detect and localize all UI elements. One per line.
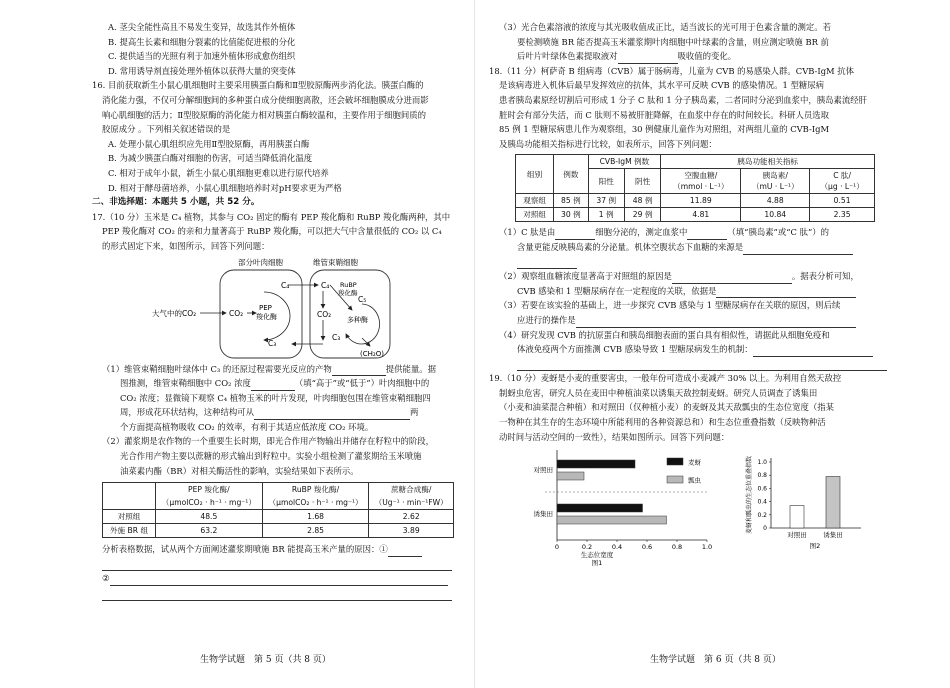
table-header: 胰岛功能相关指标 [661, 155, 875, 169]
q19-stem-line: 一物种在其生存的生态环境中所能利用的各种资源总和）和生态位重叠指数（反映物种活 [499, 417, 826, 428]
q18-4-line: （4）研究发现 CVB 的抗原蛋白和胰岛细胞表面的蛋白具有相似性，请据此从细胞免疫和 [499, 329, 830, 340]
table-cell: 观察组 [516, 194, 554, 208]
chart2-y-label: 麦蚜和瓢虫的生态位重叠指数 [746, 456, 753, 535]
q17-stem-line: PEP 羧化酶对 CO₂ 的亲和力量著高于 RuBP 羧化酶，可以把大气中含量很低的 CO₂ 以 C₄ [102, 226, 442, 237]
table-header: 组别 [516, 155, 554, 194]
table-cell: 0.51 [810, 194, 875, 208]
q17-analysis-line [92, 542, 467, 557]
page-footer: 生物学试题 第 5 页（共 8 页） [200, 655, 331, 665]
chart1-legend-swatch [667, 476, 683, 483]
chart2-bar [826, 477, 840, 528]
q15-option-b: B. 提高生长素和细胞分裂素的比值能促进根的分化 [108, 36, 296, 47]
product-ch2o: (CH₂O) [360, 349, 384, 358]
answer-blank[interactable] [332, 365, 386, 376]
table-unit: （μmolCO₂ · h⁻¹ · mg⁻¹） [262, 496, 369, 510]
q18-3-line [489, 313, 899, 328]
rubp-enzyme-label-2: 羧化酶 [338, 288, 358, 297]
table-cell: 2.35 [810, 208, 875, 222]
answer-blank[interactable] [254, 409, 410, 420]
answer-line [92, 571, 467, 586]
table-header: 阴性 [624, 169, 660, 194]
text: 含量更能反映胰岛素的分泌量。机体空腹状态下血糖的来源是 [517, 241, 744, 252]
table-cell: 29 例 [624, 208, 660, 222]
text: 吸收值的变化。 [677, 51, 737, 62]
q18-stem-line: 患者胰岛素原经切割后可形成 1 分子 C 肽和 1 分子胰岛素，二者同时分泌到血浆中，胰岛素流经肝 [499, 94, 868, 105]
arrow-product [362, 338, 370, 346]
table-header-row [103, 483, 454, 497]
q17-1-text-d: （填“高于”或“低于”）叶肉细胞中的 [294, 378, 430, 389]
q18-stem-line: 及胰岛功能相关指标进行比较，如表所示，回答下列问题： [499, 138, 717, 149]
chart1-x-tick-label: 0.8 [671, 543, 683, 552]
table-cell: 4.81 [661, 208, 741, 222]
q18-1-line [489, 240, 899, 255]
q17-1-text-b: 提供能量。据 [385, 363, 437, 374]
table-cell: 48.5 [156, 510, 263, 524]
table-cell: 11.89 [661, 194, 741, 208]
q17-1-text-c: 图推测，维管束鞘细胞中 CO₂ 浓度 [120, 378, 251, 389]
chart1-x-label: 生态位宽度 [580, 551, 614, 560]
q17-1-line [92, 405, 467, 420]
c5-label: C₅ [358, 294, 367, 304]
q18-stem-line: 是该病毒进入机体后最早发挥效应的抗体，其水平可反映 CVB 的感染情况。1 型糖尿病 [499, 80, 825, 91]
text: 体液免疫两个方面推测 CVB 感染导致 1 型糖尿病发生的机制： [517, 344, 753, 355]
text: 后叶片叶绿体色素提取液对 [517, 51, 618, 62]
enzyme-activity-table [102, 482, 454, 538]
chart1-category-label: 对照田 [533, 466, 553, 475]
multi-enzyme: 多种酶 [347, 315, 368, 324]
table-unit: （μmolCO₂ · h⁻¹ · mg⁻¹） [156, 496, 263, 510]
answer-blank[interactable] [753, 346, 873, 357]
chart1-category-label: 诱集田 [533, 510, 553, 519]
table-cell: 外施 BR 组 [103, 524, 156, 538]
q15-option-c: C. 提供适当的光照有利于加速外植体形成愈伤组织 [108, 51, 296, 62]
q18-4-line [489, 342, 899, 357]
q17-mark-2: ② [102, 573, 110, 584]
chart2-y-tick-label: 0.6 [757, 485, 767, 493]
table-cell: 2.85 [262, 524, 369, 538]
answer-line [489, 357, 899, 372]
glucose-label: 空腹血糖/ [684, 171, 718, 181]
answer-line [92, 586, 467, 601]
c4-top: C₄ [281, 280, 290, 290]
answer-blank[interactable] [743, 244, 853, 255]
text: 细胞分泌的，测定血浆中 [595, 227, 688, 238]
answer-blank[interactable] [517, 258, 577, 269]
answer-blank[interactable] [102, 590, 452, 601]
q17-1-text-a: （1）维管束鞘细胞叶绿体中 C₃ 的还原过程需要光反应的产物 [102, 363, 332, 374]
pep-enzyme-label-2: 羧化酶 [256, 312, 277, 321]
chart2-title: 图2 [809, 542, 821, 551]
q17-1-line [92, 362, 467, 377]
q19-stem-line: 动时间与活动空间的一致性），结果如图所示。回答下列问题： [499, 431, 730, 442]
q17-2-line: （2）灌浆期是农作物的一个重要生长时期，即光合作用产物输出并储存在籽粒中的阶段， [102, 436, 434, 447]
table-cell: 37 例 [588, 194, 624, 208]
q16-stem-line: 16. 目前获取新生小鼠心肌细胞时主要采用胰蛋白酶和Ⅱ型胶原酶两步消化法。胰蛋白酶的 [92, 80, 424, 91]
insulin-label: 胰岛素/ [762, 171, 788, 181]
chart1-bar [557, 472, 584, 480]
chart1-legend-label: 麦蚜 [688, 458, 701, 467]
table-header-row [516, 155, 875, 169]
label-mesophyll: 部分叶肉细胞 [238, 257, 283, 267]
q16-stem-line: 胶原成分 。下列相关叙述错误的是 [102, 124, 231, 135]
answer-blank[interactable] [687, 229, 727, 240]
answer-blank[interactable] [251, 380, 295, 391]
table-header: 阳性 [588, 169, 624, 194]
q18-2-line [489, 269, 899, 284]
q18-3-prev-line: 要检测喷施 BR 能否提高玉米灌浆期叶肉细胞中叶绿素的含量，则应测定喷施 BR 前 [517, 36, 829, 47]
chart2-y-tick-label: 0.4 [757, 498, 767, 506]
table-cell: 30 例 [554, 208, 588, 222]
chart2-y-tick-label: 1.0 [757, 459, 767, 467]
chart1-title: 图1 [591, 559, 603, 568]
answer-blank[interactable] [716, 287, 856, 298]
right-column [489, 20, 899, 568]
insulin-unit: （mU · L⁻¹） [751, 182, 799, 192]
c4-pathway-diagram [92, 254, 467, 362]
table-cell: 48 例 [624, 194, 660, 208]
answer-blank[interactable] [618, 53, 678, 64]
c3-bundle: C₃ [332, 332, 341, 342]
chart2-category-label: 对照田 [787, 531, 807, 540]
table-cell: 63.2 [156, 524, 263, 538]
glucose-unit: （mmol · L⁻¹） [673, 182, 729, 192]
table-header: 蔗糖合成酶/ [369, 483, 454, 497]
co2-bundle: CO₂ [317, 309, 332, 319]
q16-option-c: C. 相对于成年小鼠，新生小鼠心肌细胞更难以进行原代培养 [108, 167, 329, 178]
rubp-enzyme-label-1: RuBP [340, 280, 357, 289]
chart2-bar [790, 506, 804, 528]
table-row [516, 208, 875, 222]
chart2-y-tick-label: 0 [763, 525, 767, 533]
page-6 [475, 0, 950, 688]
q18-3-line: （3）若要在该实验的基础上，进一步探究 CVB 感染与 1 型糖尿病存在关联的原因，则后续 [499, 300, 841, 311]
table-cell: 10.84 [741, 208, 810, 222]
text: （1）C 肽是由 [499, 227, 556, 238]
q17-analysis-text: 分析表格数据，试从两个方面阐述灌浆期喷施 BR 能提高玉米产量的原因：① [102, 544, 388, 555]
table-cell: 3.89 [369, 524, 454, 538]
table-row [516, 194, 875, 208]
table-header: 例数 [554, 155, 588, 194]
table-header: PEP 羧化酶/ [156, 483, 263, 497]
table-header: RuBP 羧化酶/ [262, 483, 369, 497]
q19-charts-svg [489, 444, 899, 568]
label-bundle-sheath: 维管束鞘细胞 [313, 257, 358, 267]
q17-stem-line: 的形式固定下来，如图所示，回答下列问题： [102, 240, 270, 251]
q16-option-d: D. 相对于酵母菌培养，小鼠心肌细胞培养时对pH要求更为严格 [108, 182, 342, 193]
co2-mesophyll: CO₂ [229, 308, 244, 318]
chart1-x-tick-label: 0.4 [611, 543, 623, 552]
q17-2-line: 光合作用产物主要以蔗糖的形式输出到籽粒中。实验小组检测了灌浆期给玉米喷施 [120, 451, 422, 462]
table-header [661, 169, 741, 194]
table-cell: 85 例 [554, 194, 588, 208]
table-cell: 4.88 [741, 194, 810, 208]
q17-stem-line: 17.（10 分）玉米是 C₄ 植物，其参与 CO₂ 固定的酶有 PEP 羧化酶和 RuBP 羧化酶两种，其中 [92, 211, 451, 222]
table-cell: 1 例 [588, 208, 624, 222]
text: （填“胰岛素”或“C 肽”）的 [727, 227, 829, 238]
q17-1-text-f: 两 [410, 407, 419, 418]
table-cell: 对照组 [516, 208, 554, 222]
table-header [810, 169, 875, 194]
q16-stem-line: 消化能力强，不仅可分解细胞间的多种蛋白成分使细胞离散，还会破坏细胞膜成分进而影 [102, 94, 429, 105]
table-cell: 1.68 [262, 510, 369, 524]
chart1-bar [557, 504, 643, 512]
chart1-legend-label: 瓢虫 [688, 476, 701, 485]
q15-option-a: A. 茎尖全能性高且不易发生变异，故选其作外植体 [108, 22, 296, 32]
text: 。据表分析可知， [791, 271, 859, 282]
chart2-y-tick-label: 0.8 [757, 472, 767, 480]
q18-3-prev-line: （3）光合色素溶液的浓度与其光吸收值成正比，适当波长的光可用于色素含量的测定。若 [499, 22, 831, 32]
page-footer: 生物学试题 第 6 页（共 8 页） [650, 655, 781, 665]
label-air-co2: 大气中的CO₂ [152, 308, 197, 318]
q18-stem-line: 18.（11 分）柯萨奇 B 组病毒（CVB）属于肠病毒，儿童为 CVB 的易感染人群。CVB-IgM 抗体 [489, 65, 855, 76]
cpep-unit: （μg · L⁻¹） [820, 182, 864, 192]
c4-bundle: C₄ [321, 280, 330, 290]
q17-1-line: CO₂ 浓度；显微镜下观察 C₄ 植物玉米的叶片发现，叶肉细胞包围在维管束鞘细胞四 [120, 392, 431, 403]
answer-blank[interactable] [555, 229, 595, 240]
q17-2-line: 油菜素内酯（BR）对相关酶活性的影响，实验结果如下表所示。 [120, 465, 359, 476]
c4-diagram-svg [92, 254, 467, 362]
answer-line [489, 255, 899, 270]
table-unit-row [103, 496, 454, 510]
q19-charts [489, 444, 899, 568]
q19-stem-line: 制蚜虫危害，研究人员在麦田中种植油菜以诱集天敌控制麦蚜。研究人员调查了诱集田 [499, 387, 818, 398]
chart2-y-tick-label: 0.2 [757, 512, 767, 520]
q17-1-line: 个方面提高植物吸收 CO₂ 的效率，有利于其适应低浓度 CO₂ 环境。 [120, 421, 374, 432]
chart2-category-label: 诱集田 [823, 531, 843, 540]
text: CVB 感染和 1 型糖尿病存在一定程度的关联，依据是 [517, 285, 717, 296]
section-title-nonchoice: 二、非选择题：本题共 5 小题，共 52 分。 [92, 197, 260, 208]
q19-stem-line: （小麦和油菜混合种植）和对照田（仅种植小麦）的麦蚜及其天敌瓢虫的生态位宽度（指某 [499, 402, 834, 413]
chart1-x-tick-label: 1.0 [701, 543, 713, 552]
answer-blank[interactable] [388, 546, 422, 557]
chart1-x-tick-label: 0.2 [581, 543, 593, 552]
q16-stem-line: 响心肌细胞的活力；Ⅱ型胶原酶的消化能力相对胰蛋白酶较温和，主要作用于细胞间质的 [102, 109, 426, 120]
q18-1-line [489, 225, 899, 240]
q17-1-line [92, 376, 467, 391]
chart1-legend-swatch [667, 458, 683, 465]
chart1-x-tick-label: 0 [554, 543, 560, 552]
q18-2-line [489, 284, 899, 299]
answer-blank[interactable] [672, 273, 792, 284]
q18-3-prev-line [489, 49, 899, 64]
table-row [103, 524, 454, 538]
chart1-bar [557, 516, 667, 524]
q16-option-b: B. 为减少胰蛋白酶对细胞的伤害，可适当降低消化温度 [108, 153, 313, 164]
q19-stem-line: 19.（10 分）麦蚜是小麦的重要害虫，一般年份可造成小麦减产 30% 以上。为利用自然天敌控 [489, 373, 842, 384]
q15-option-d: D. 常用诱导剂直接处理外植体以获得大量的突变体 [108, 65, 296, 76]
table-header: CVB-IgM 例数 [588, 155, 661, 169]
answer-line [92, 557, 467, 572]
table-cell: 2.62 [369, 510, 454, 524]
text: 应进行的操作是 [517, 314, 576, 325]
chart1-bar [557, 460, 635, 468]
text: （2）观察组血糖浓度显著高于对照组的原因是 [499, 271, 672, 282]
cpep-label: C 肽/ [833, 171, 852, 181]
answer-blank[interactable] [576, 317, 856, 328]
q16-option-a: A. 处理小鼠心肌组织应先用Ⅱ型胶原酶，再用胰蛋白酶 [108, 138, 310, 149]
answer-blank[interactable] [517, 360, 887, 371]
table-header [741, 169, 810, 194]
table-unit: （Ug⁻¹ · min⁻¹FW） [369, 496, 454, 510]
answer-blank[interactable] [110, 575, 448, 586]
q17-1-text-e: 周，形成花环状结构，这种结构可从 [120, 407, 254, 418]
table-corner [103, 483, 156, 510]
table-cell: 对照组 [103, 510, 156, 524]
table-row [103, 510, 454, 524]
left-column [92, 20, 467, 601]
answer-blank[interactable] [102, 560, 452, 571]
c3-bottom: C₃ [268, 338, 277, 348]
chart1-x-tick-label: 0.6 [641, 543, 653, 552]
cvb-table [515, 154, 875, 222]
q18-stem-line: 脏时会有部分失活，而 C 肽则不易被肝脏降解，在血浆中存在的时间较长。科研人员选取 [499, 109, 829, 120]
q18-stem-line: 85 例 1 型糖尿病患儿作为观察组，30 例健康儿童作为对照组，对两组儿童的 CVB-IgM [499, 124, 830, 135]
pep-enzyme-label-1: PEP [259, 303, 272, 312]
